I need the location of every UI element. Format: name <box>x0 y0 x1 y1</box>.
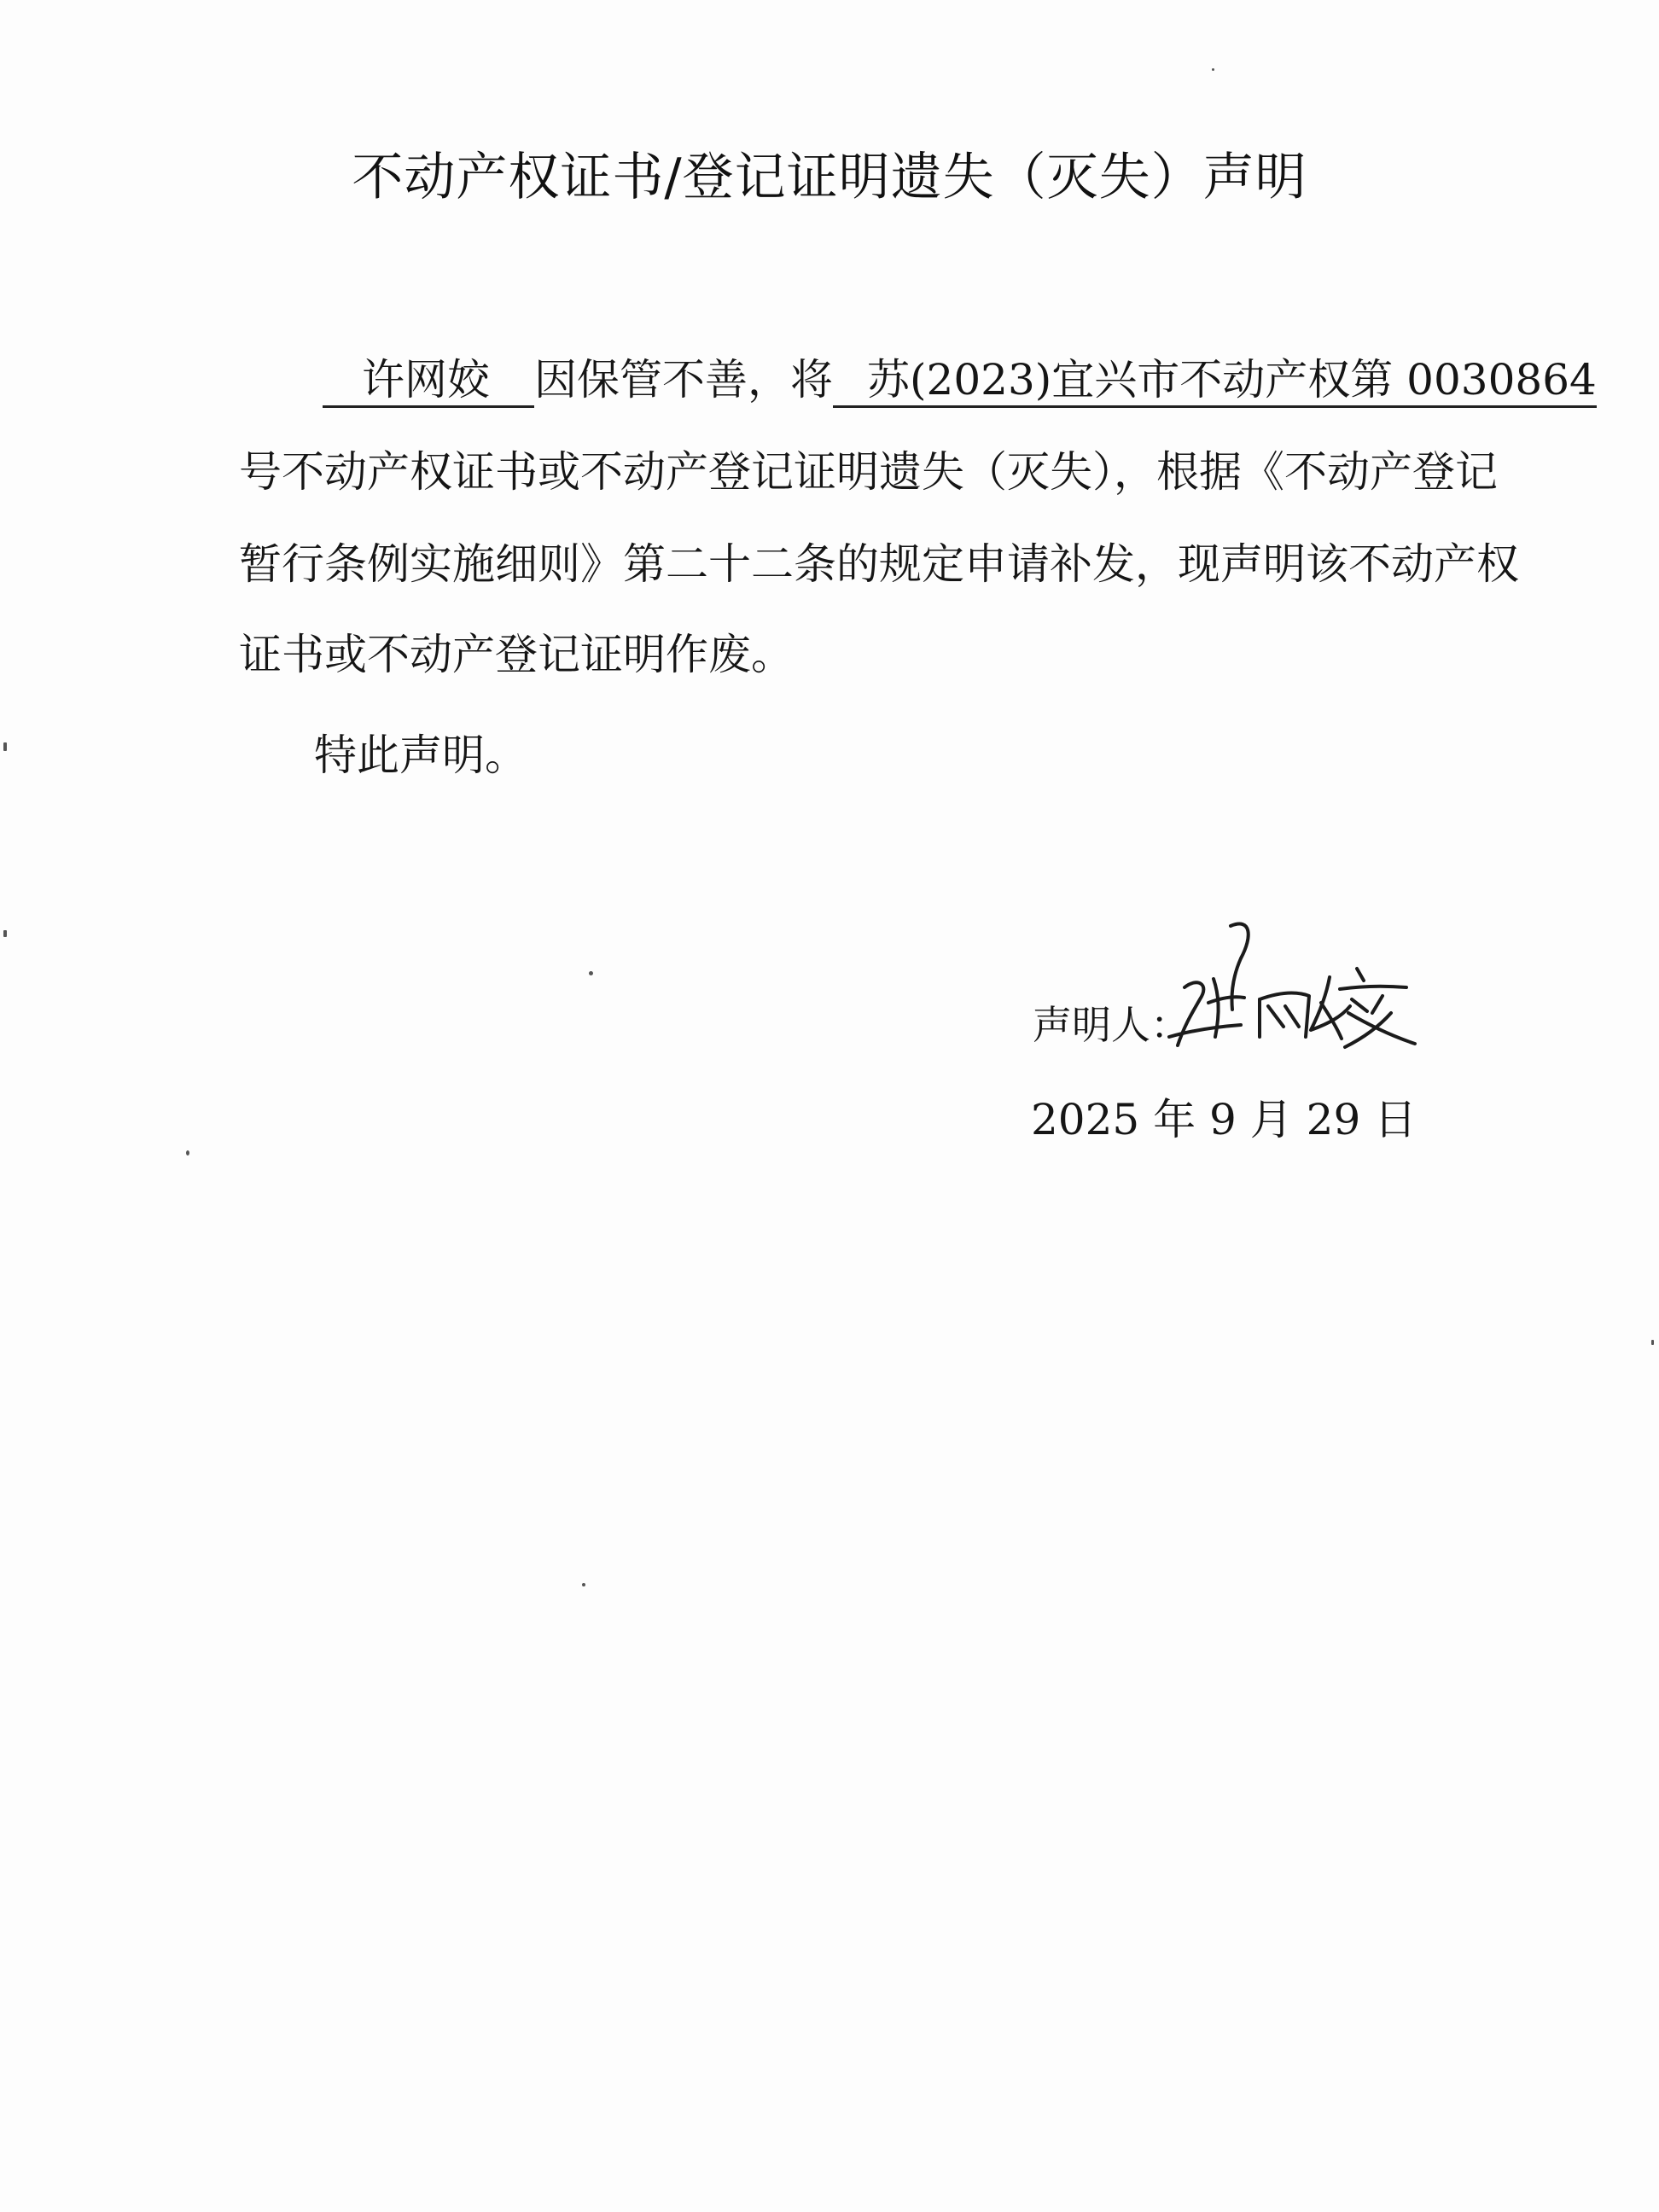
scan-speck <box>3 742 7 751</box>
declaration-date: 2025 年 9 月 29 日 <box>1031 1095 1417 1144</box>
body-line-1 <box>323 346 1597 408</box>
scan-speck <box>186 1150 189 1155</box>
scan-speck <box>3 930 7 937</box>
body-line-2: 号不动产权证书或不动产登记证明遗失（灭失），根据《不动产登记 <box>239 447 1498 497</box>
scan-speck <box>1651 1340 1654 1345</box>
scan-speck <box>1212 68 1214 71</box>
closing-statement: 特此声明。 <box>314 731 527 780</box>
body-line-3: 暂行条例实施细则》第二十二条的规定申请补发，现声明该不动产权 <box>239 539 1519 589</box>
scan-speck <box>589 971 593 975</box>
body-line-1-text: 因保管不善，将 <box>534 355 833 405</box>
body-line-4: 证书或不动产登记证明作废。 <box>239 630 794 679</box>
handwritten-signature <box>1159 917 1423 1071</box>
owner-name-field: 许网姣 <box>323 356 534 408</box>
scan-speck <box>582 1583 585 1586</box>
declarant-label: 声明人： <box>1033 1002 1190 1048</box>
certificate-number-field: 苏(2023)宜兴市不动产权第 0030864 <box>833 356 1597 408</box>
document-title: 不动产权证书/登记证明遗失（灭失）声明 <box>352 148 1307 207</box>
